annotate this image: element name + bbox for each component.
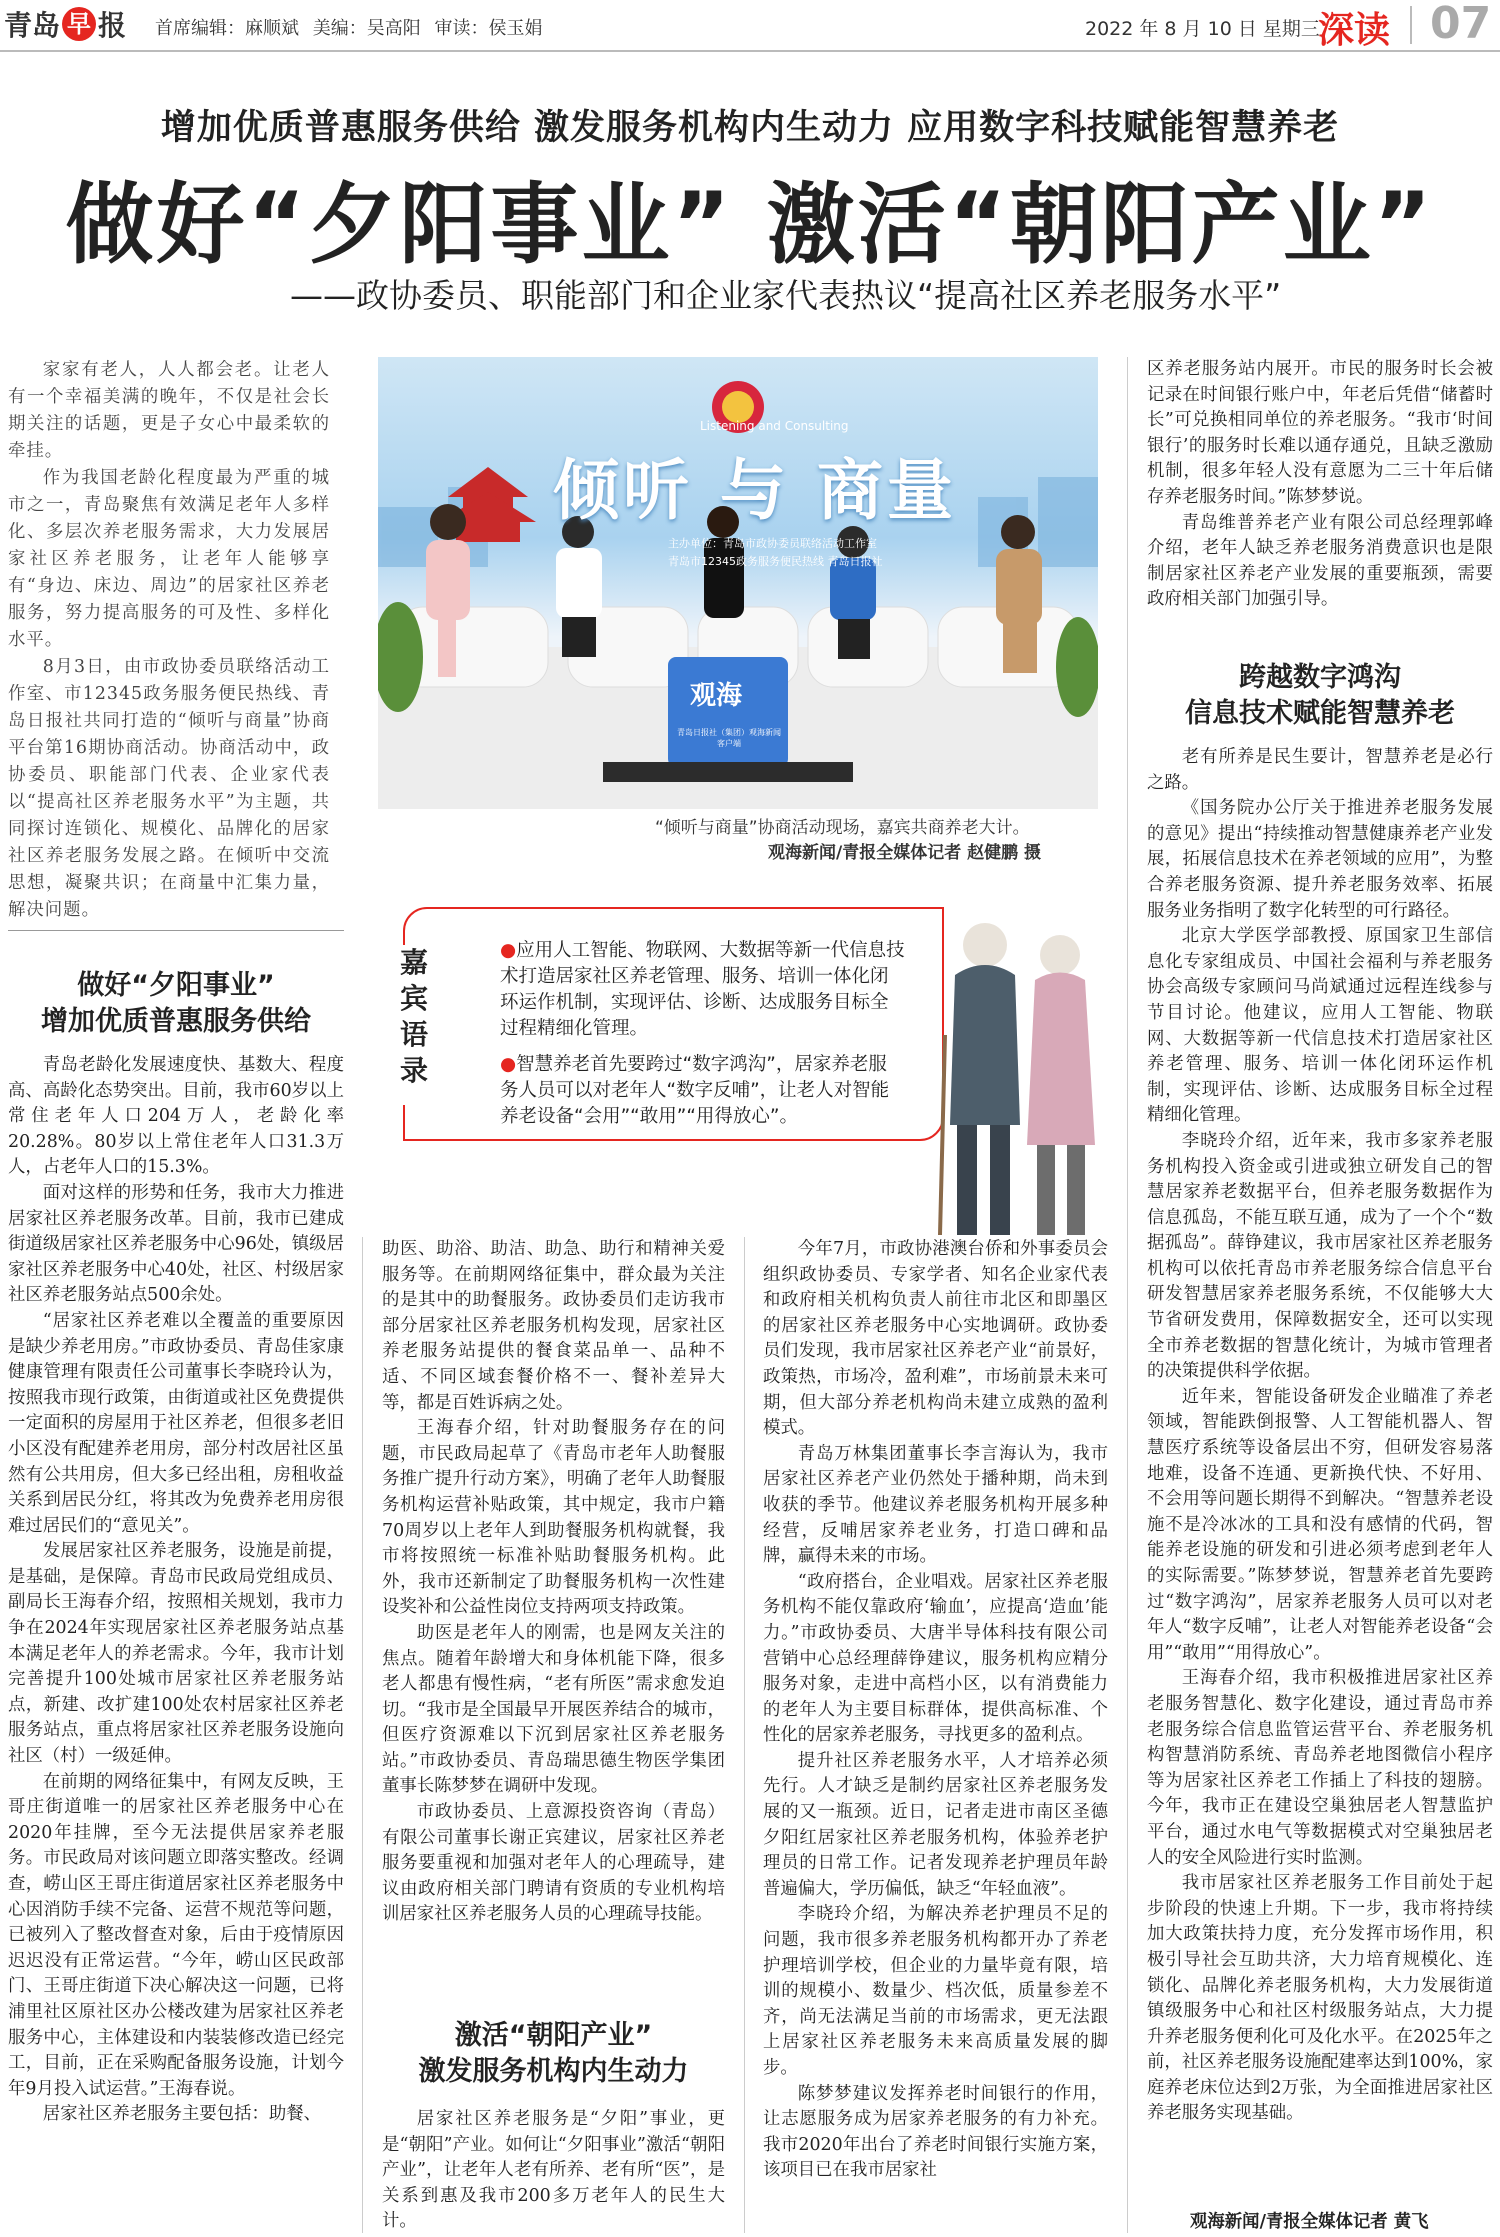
body-paragraph: 助医、助浴、助洁、助急、助行和精神关爱服务等。在前期网络征集中，群众最为关注的是其中的助餐服务。政协委员们走访我市部分居家社区养老服务机构发现，居家社区养老服务站提供的餐食菜品单一、品种不适、不同区域套餐价格不一、餐补差异大等，都是百姓诉病之处。 bbox=[382, 1239, 725, 1413]
column-rule bbox=[744, 1237, 745, 2233]
body-paragraph: 在前期的网络征集中，有网友反映，王哥庄街道唯一的居家社区养老服务中心在2020年挂牌，至今无法提供居家养老服务。市民政局对该问题立即落实整改。经调查，崂山区王哥庄街道居家社区养老服务中心因消防手续不完备、运营不规范等问题，已被列入了整改督查对象，后由于疫情原因迟迟没有正常运营。“今年，崂山区民政部门、王哥庄街道下决心解决这一问题，已将浦里社区原社区办公楼改建为居家社区养老服务中心，主体建设和内装装修改造已经完工，目前，正在采购配备服务设施，计划今年9月投入试运营。”王海春说。 bbox=[8, 1771, 344, 2099]
quote-item: ●智慧养老首先要跨过“数字鸿沟”，居家养老服务人员可以对老年人“数字反哺”，让老人对智能养老设备“会用”“敢用”“用得放心”。 bbox=[500, 1054, 890, 1127]
body-paragraph: 北京大学医学部教授、原国家卫生部信息化专家组成员、中国社会福利与养老服务协会高级专家顾问马尚斌通过远程连线参与节目讨论。他建议，应用人工智能、物联网、大数据等新一代信息技术打造居家社区养老管理、服务、培训一体化闭环运作机制，实现评估、诊断、达成服务目标全过程精细化管理。 bbox=[1147, 926, 1493, 1126]
column-1-text bbox=[8, 1053, 344, 2128]
banner-sponsor-1: 主办单位：青岛市政协委员联络活动工作室 bbox=[668, 537, 877, 550]
body-paragraph: 提升社区养老服务水平，人才培养必须先行。人才缺乏是制约居家社区养老服务发展的又一瓶颈。近日，记者走进市南区圣德夕阳红居家社区养老服务机构，体验养老护理员的日常工作。记者发现养老护理员年龄普遍偏大，学历偏低，缺乏“年轻血液”。 bbox=[763, 1750, 1108, 1899]
quote-label-char: 语 bbox=[399, 1018, 428, 1051]
body-paragraph: 市政协委员、上意源投资咨询（青岛）有限公司董事长谢正宾建议，居家社区养老服务要重视和加强对老年人的心理疏导，建议由政府相关部门聘请有资质的专业机构培训居家社区养老服务人员的心理疏导技能。 bbox=[382, 1802, 725, 1925]
section-2-title-line2: 激发服务机构内生动力 bbox=[418, 2056, 689, 2087]
credit-designer: 美编：吴高阳 bbox=[312, 18, 421, 39]
body-paragraph: 青岛维普养老产业有限公司总经理郭峰介绍，老年人缺乏养老服务消费意识也是限制居家社区养老产业发展的重要瓶颈，需要政府相关部门加强引导。 bbox=[1147, 512, 1493, 610]
body-paragraph: 面对这样的形势和任务，我市大力推进居家社区养老服务改革。目前，我市已建成街道级居家社区养老服务中心96处，镇级居家社区养老服务中心40处，社区、村级居家社区养老服务站点500余处。 bbox=[8, 1182, 344, 1306]
body-paragraph: 居家社区养老服务主要包括：助餐、 bbox=[42, 2104, 322, 2125]
quote-label-char: 嘉 bbox=[399, 946, 428, 979]
issue-date: 2022 年 8 月 10 日 星期三 bbox=[1085, 18, 1320, 40]
section-2-title bbox=[382, 2018, 725, 2090]
bullet-icon: ● bbox=[500, 940, 517, 961]
column-4-text bbox=[1147, 745, 1493, 2205]
body-paragraph: 王海春介绍，我市积极推进居家社区养老服务智慧化、数字化建设，通过青岛市养老服务综合信息监管运营平台、养老服务机构智慧消防系统、青岛养老地图微信小程序等为居家社区养老工作插上了科技的翅膀。今年，我市正在建设空巢独居老人智慧监护平台，通过水电气等数据模式对空巢独居老人的安全风险进行实时监测。 bbox=[1147, 1668, 1493, 1868]
body-paragraph: 发展居家社区养老服务，设施是前提，是基础，是保障。青岛市民政局党组成员、副局长王海春介绍，按照相关规划，我市力争在2024年实现居家社区养老服务站点基本满足老年人的养老需求。今年，我市计划完善提升100处城市居家社区养老服务站点，新建、改扩建100处农村居家社区养老服务站点，重点将居家社区养老服务设施向社区（村）一级延伸。 bbox=[8, 1541, 344, 1767]
section-3-title-line2: 信息技术赋能智慧养老 bbox=[1185, 698, 1455, 729]
editor-credits bbox=[155, 14, 550, 40]
article-byline: 观海新闻/青报全媒体记者 黄飞 bbox=[1190, 2212, 1429, 2232]
body-paragraph: “居家社区养老难以全覆盖的重要原因是缺少养老用房。”市政协委员、青岛佳家康健康管理有限责任公司董事长李晓玲认为，按照我市现行政策，由街道或社区免费提供一定面积的房屋用于社区养老，但很多老旧小区没有配建养老用房，部分村改居社区虽然有公共用房，但大多已经出租，房租收益关系到居民分红，将其改为免费养老用房很难过居民们的“意见关”。 bbox=[8, 1310, 344, 1536]
section-2-title-line1: 激活“朝阳产业” bbox=[454, 2020, 653, 2051]
body-paragraph: 近年来，智能设备研发企业瞄准了养老领域，智能跌倒报警、人工智能机器人、智慧医疗系统等设备层出不穷，但研发容易落地难，设备不连通、更新换代快、不好用、不会用等问题长期得不到解决。“智慧养老设施不是冷冰冰的工具和没有感情的代码，智能养老设施的研发和引进必须考虑到老年人的实际需要。”陈梦梦说，智慧养老首先要跨过“数字鸿沟”，居家养老服务人员可以对老年人“数字反哺”，让老人对智能养老设备“会用”“敢用”“用得放心”。 bbox=[1147, 1386, 1493, 1663]
kicker-headline: 增加优质普惠服务供给 激发服务机构内生动力 应用数字科技赋能智慧养老 bbox=[160, 107, 1340, 148]
intro-paragraph: 作为我国老龄化程度最为严重的城市之一，青岛聚焦有效满足老年人多样化、多层次养老服务需求，大力发展居家社区养老服务，让老年人能够享有“身边、床边、周边”的居家社区养老服务，努力提高服务的可及性、多样化水平。 bbox=[8, 468, 330, 650]
section-3-title bbox=[1147, 660, 1493, 732]
body-paragraph: “政府搭台，企业唱戏。居家社区养老服务机构不能仅靠政府‘输血’，应提高‘造血’能力。”市政协委员、大唐半导体科技有限公司营销中心总经理薛铮建议，服务机构应精分服务对象，走进中高档小区，以有消费能力的老年人为主要目标群体，提供高标准、个性化的居家养老服务，寻找更多的盈利点。 bbox=[763, 1571, 1108, 1746]
page-number: 07 bbox=[1430, 0, 1492, 49]
desk-line: 青岛日报社（集团）观海新闻客户端 bbox=[677, 728, 781, 748]
header-divider bbox=[1410, 6, 1412, 44]
body-paragraph: 李晓玲介绍，为解决养老护理员不足的问题，我市很多养老服务机构都开办了养老护理培训学校，但企业的力量毕竟有限，培训的规模小、数量少、档次低，质量参差不齐，尚无法满足当前的市场需求，更无法跟上居家社区养老服务未来高质量发展的脚步。 bbox=[763, 1904, 1108, 2078]
quote-label-char: 录 bbox=[399, 1054, 428, 1087]
paper-logo bbox=[4, 4, 126, 44]
quote-label-char: 宾 bbox=[399, 982, 428, 1015]
column-3-text bbox=[763, 1237, 1108, 2233]
body-paragraph: 《国务院办公厅关于推进养老服务发展的意见》提出“持续推动智慧健康养老产业发展，拓展信息技术在养老领域的应用”，为整合养老服务资源、提升养老服务效率、拓展服务业务指明了数字化转型的可行路径。 bbox=[1147, 798, 1493, 921]
intro-paragraph: 8月3日，由市政协委员联络活动工作室、市12345政务服务便民热线、青岛日报社共同打造的“倾听与商量”协商平台第16期协商活动。协商活动中，政协委员、职能部门代表、企业家代表以“提高社区养老服务水平”为主题，共同探讨连锁化、规模化、品牌化的居家社区养老服务发展之路。在倾听中交流思想，凝聚共识；在商量中汇集力量，解决问题。 bbox=[8, 657, 330, 920]
body-paragraph: 区养老服务站内展开。市民的服务时长会被记录在时间银行账户中，年老后凭借“储蓄时长”可兑换相同单位的养老服务。“我市‘时间银行’的服务时长难以通存通兑，且缺乏激励机制，很多年轻人没有意愿为二三十年后储存养老服务时间。”陈梦梦说。 bbox=[1147, 359, 1493, 507]
photo-caption: “倾听与商量”协商活动现场，嘉宾共商养老大计。 bbox=[655, 818, 1030, 838]
logo-word-1: 青岛 bbox=[4, 9, 61, 42]
body-paragraph: 青岛老龄化发展速度快、基数大、程度高、高龄化态势突出。目前，我市60岁以上常住老年人口204万人，老龄化率20.28%。80岁以上常住老年人口31.3万人，占老年人口的15.3%。 bbox=[8, 1055, 344, 1178]
section-3-title-line1: 跨越数字鸿沟 bbox=[1239, 662, 1401, 693]
body-paragraph: 王海春介绍，针对助餐服务存在的问题，市民政局起草了《青岛市老年人助餐服务推广提升行动方案》，明确了老年人助餐服务机构运营补贴政策，其中规定，我市户籍70周岁以上老年人到助餐服务机构就餐，我市将按照统一标准补贴助餐服务机构。此外，我市还新制定了助餐服务机构一次性建设奖补和公益性岗位支持两项支持政策。 bbox=[382, 1418, 725, 1618]
column-2-text bbox=[382, 1237, 725, 1928]
column-rule bbox=[1127, 357, 1128, 2233]
desk-logo-panel bbox=[668, 657, 788, 767]
banner-title: 倾听 与 商量 bbox=[553, 451, 957, 529]
quote-item: ●应用人工智能、物联网、大数据等新一代信息技术打造居家社区养老管理、服务、培训一体化闭环运作机制，实现评估、诊断、达成服务目标全过程精细化管理。 bbox=[500, 940, 905, 1039]
credit-proofreader: 审读：侯玉娟 bbox=[434, 18, 543, 39]
body-paragraph: 老有所养是民生要计，智慧养老是必行之路。 bbox=[1147, 747, 1493, 793]
main-headline: 做好“夕阳事业” 激活“朝阳产业” bbox=[65, 173, 1435, 276]
logo-word-2: 报 bbox=[98, 9, 127, 42]
section-divider bbox=[8, 930, 344, 931]
banner-sponsor-2: 青岛市12345政务服务便民热线 青岛日报社 bbox=[668, 555, 883, 568]
elderly-couple-illustration bbox=[935, 885, 1110, 1245]
sub-headline: ——政协委员、职能部门和企业家代表热议“提高社区养老服务水平” bbox=[290, 276, 1282, 315]
column-2b-text bbox=[382, 2107, 725, 2233]
body-paragraph: 今年7月，市政协港澳台侨和外事委员会组织政协委员、专家学者、知名企业家代表和政府相关机构负责人前往市北区和即墨区的居家社区养老服务中心实地调研。政协委员们发现，我市居家社区养老产业“前景好，政策热，市场冷，盈利难”，市场前景未来可期，但大部分养老机构尚未建立成熟的盈利模式。 bbox=[763, 1239, 1108, 1439]
bullet-icon: ● bbox=[500, 1054, 517, 1075]
body-paragraph: 助医是老年人的刚需，也是网友关注的焦点。随着年龄增大和身体机能下降，很多老人都患有慢性病，“老有所医”需求愈发迫切。“我市是全国最早开展医养结合的城市，但医疗资源难以下沉到居家社区养老服务站。”市政协委员、青岛瑞思德生物医学集团董事长陈梦梦在调研中发现。 bbox=[382, 1622, 725, 1797]
section-1-title-line1: 做好“夕阳事业” bbox=[77, 970, 275, 1001]
body-paragraph: 李晓玲介绍，近年来，我市多家养老服务机构投入资金或引进或独立研发自己的智慧居家养老数据平台，但养老服务数据作为信息孤岛，不能互联互通，成为了一个个“数据孤岛”。薛铮建议，我市居家社区养老服务机构可以依托青岛市养老服务综合信息平台研发智慧居家养老服务系统，不仅能够大大节省研发费用，保障数据安全，还可以实现全市养老数据的智慧化统计，为城市管理者的决策提供科学依据。 bbox=[1147, 1130, 1493, 1382]
intro-text bbox=[8, 357, 330, 924]
body-paragraph: 青岛万林集团董事长李言海认为，我市居家社区养老产业仍然处于播种期，尚未到收获的季节。他建议养老服务机构开展多种经营，反哺居家养老业务，打造口碑和品牌，赢得未来的市场。 bbox=[763, 1443, 1108, 1567]
guest-quotes-label bbox=[396, 945, 432, 1105]
desk-logo: 观海 bbox=[690, 681, 743, 711]
body-paragraph: 我市居家社区养老服务工作目前处于起步阶段的快速上升期。下一步，我市将持续加大政策扶持力度，充分发挥市场作用，积极引导社会互助共济，大力培育规模化、连锁化、品牌化养老服务机构，大力发展街道镇级服务中心和社区村级服务站点，大力提升养老服务便利化可及化水平。在2025年之前，社区养老服务设施配建率达到100%，家庭养老床位达到2万张，为全面推进居家社区养老服务实现基础。 bbox=[1147, 1873, 1493, 2124]
section-1-title-line2: 增加优质普惠服务供给 bbox=[41, 1006, 311, 1037]
column-rule bbox=[362, 1237, 363, 2233]
intro-paragraph: 家家有老人，人人都会老。让老人有一个幸福美满的晚年，不仅是社会长期关注的话题，更是子女心中最柔软的牵挂。 bbox=[8, 360, 330, 461]
body-paragraph: 陈梦梦建议发挥养老时间银行的作用，让志愿服务成为居家养老服务的有力补充。我市2020年出台了养老时间银行实施方案，该项目已在我市居家社 bbox=[763, 2083, 1108, 2181]
credit-chief-editor: 首席编辑：麻顺斌 bbox=[155, 18, 299, 39]
quote-items bbox=[500, 938, 905, 1130]
event-photo bbox=[378, 357, 1098, 809]
column-4-top-text bbox=[1147, 357, 1493, 613]
section-1-title bbox=[8, 968, 344, 1040]
section-name: 深读 bbox=[1318, 10, 1391, 51]
body-paragraph: 居家社区养老服务是“夕阳”事业，更是“朝阳”产业。如何让“夕阳事业”激活“朝阳产业”，让老年人老有所养、老有所“医”，是关系到惠及我市200多万老年人的民生大计。 bbox=[382, 2109, 725, 2232]
logo-sun-icon: 早 bbox=[62, 7, 96, 41]
banner-english: Listening and Consulting bbox=[700, 419, 849, 433]
photo-credit: 观海新闻/青报全媒体记者 赵健鹏 摄 bbox=[768, 843, 1042, 863]
